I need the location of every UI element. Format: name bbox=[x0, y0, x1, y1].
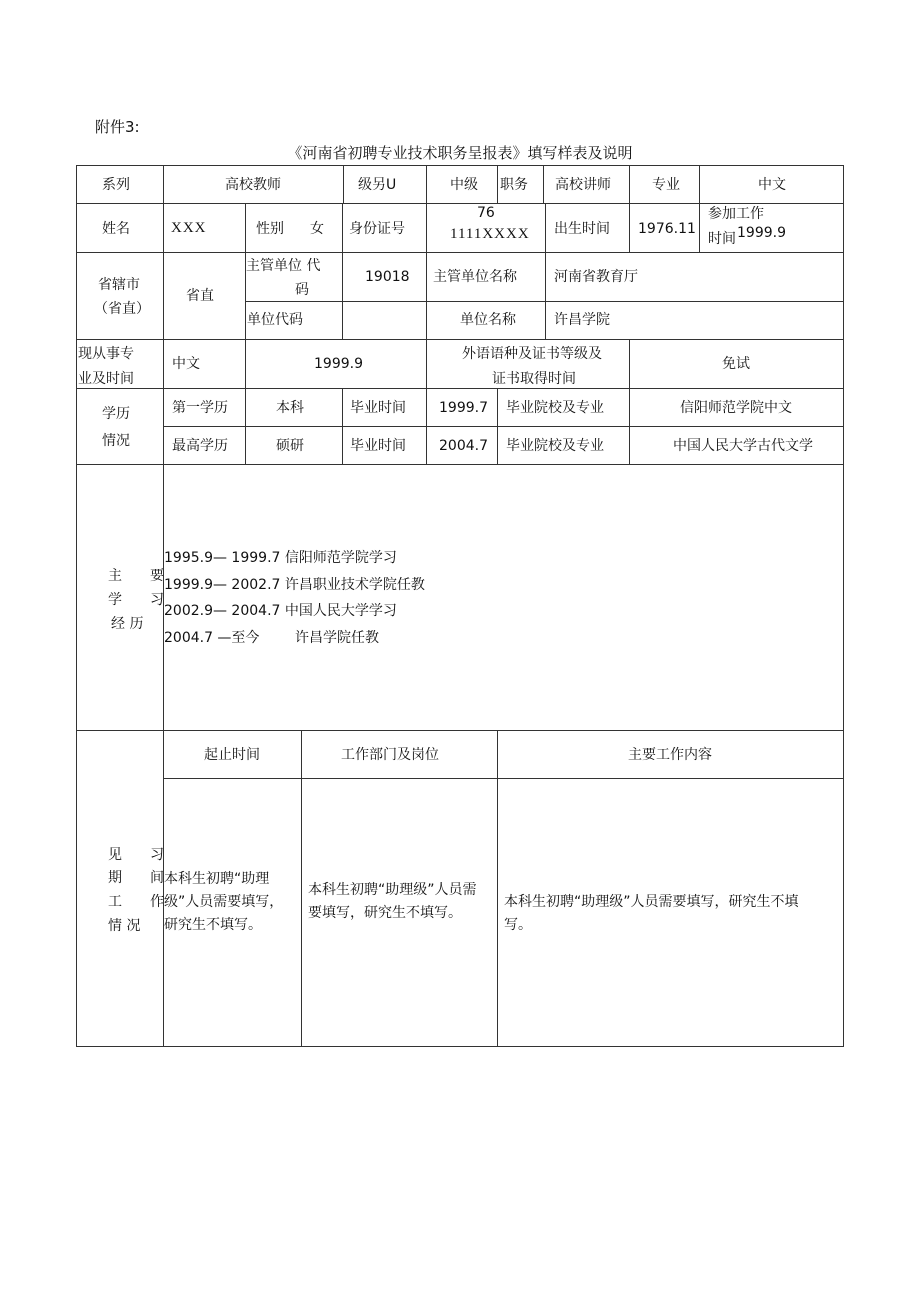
table-border-right bbox=[843, 165, 844, 1047]
dept-code-label-line2: 码 bbox=[295, 282, 309, 298]
row-divider bbox=[76, 203, 844, 204]
row-divider bbox=[76, 252, 844, 253]
current-label-line2: 业及时间 bbox=[78, 371, 134, 387]
first-edu-grad-time: 1999.7 bbox=[439, 400, 488, 416]
name-value: XXX bbox=[171, 220, 207, 236]
col-divider bbox=[497, 388, 498, 464]
table-border-top bbox=[76, 165, 844, 166]
lang-label-line2: 证书取得时间 bbox=[492, 371, 576, 387]
id-value-line1: 76 bbox=[477, 205, 495, 221]
col-divider bbox=[545, 252, 546, 339]
id-label: 身份证号 bbox=[349, 221, 405, 237]
first-edu-grad-label: 毕业时间 bbox=[350, 400, 406, 416]
major-label: 专业 bbox=[652, 177, 680, 193]
col-divider bbox=[342, 252, 343, 339]
province-label-line1: 省辖市 bbox=[98, 277, 140, 293]
list-item: 2004.7 —至今 许昌学院任教 bbox=[164, 629, 380, 646]
highest-edu-school-label: 毕业院校及专业 bbox=[506, 438, 604, 454]
current-label-line1: 现从事专 bbox=[78, 346, 134, 362]
first-edu-degree: 本科 bbox=[276, 400, 304, 416]
note-content: 本科生初聘“助理级”人员需要填写，研究生不填写。 bbox=[504, 894, 799, 933]
col-divider bbox=[426, 165, 427, 203]
list-item: 1999.9— 2002.7 许昌职业技术学院任教 bbox=[164, 576, 425, 593]
row-divider bbox=[163, 426, 844, 427]
row-divider bbox=[163, 778, 844, 779]
col-divider bbox=[342, 203, 343, 252]
first-edu-school-label: 毕业院校及专业 bbox=[506, 400, 604, 416]
list-item: 2002.9— 2004.7 中国人民大学学习 bbox=[164, 603, 397, 619]
work-label-line2: 时间 bbox=[708, 231, 736, 247]
id-value-line2: 1111XXXX bbox=[450, 226, 530, 242]
row-divider bbox=[76, 388, 844, 389]
list-item: 1995.9— 1999.7 信阳师范学院学习 bbox=[164, 550, 397, 566]
birth-label: 出生时间 bbox=[554, 221, 610, 237]
col-divider bbox=[629, 388, 630, 464]
province-label-line2: （省直） bbox=[94, 301, 150, 317]
internship-label-line3: 工 作 bbox=[108, 894, 164, 910]
highest-edu-school: 中国人民大学古代文学 bbox=[673, 438, 813, 454]
col-divider bbox=[629, 339, 630, 388]
header-content: 主要工作内容 bbox=[628, 747, 712, 763]
highest-edu-degree: 硕研 bbox=[276, 438, 304, 454]
page-title: 《河南省初聘专业技术职务呈报表》填写样表及说明 bbox=[287, 144, 633, 162]
dept-name-label: 主管单位名称 bbox=[433, 269, 517, 285]
internship-label-line1: 见 习 bbox=[108, 847, 164, 863]
experience-label-line1: 主 要 bbox=[108, 568, 164, 584]
col-divider bbox=[545, 203, 546, 252]
name-label: 姓名 bbox=[102, 221, 130, 237]
attachment-label: 附件3: bbox=[95, 118, 140, 136]
work-value: 1999.9 bbox=[737, 225, 786, 241]
header-dept: 工作部门及岗位 bbox=[341, 747, 439, 763]
work-label-line1: 参加工作 bbox=[708, 206, 764, 222]
note-time: 本科生初聘“助理级”人员需要填写，研究生不填写。 bbox=[164, 871, 284, 933]
major-value: 中文 bbox=[758, 177, 786, 193]
education-label-line1: 学历 bbox=[102, 406, 130, 422]
first-edu-school: 信阳师范学院中文 bbox=[680, 400, 792, 416]
row-divider bbox=[76, 464, 844, 465]
current-major: 中文 bbox=[172, 356, 200, 372]
experience-list bbox=[164, 545, 425, 651]
form-table bbox=[76, 165, 844, 1047]
col-divider bbox=[426, 203, 427, 252]
table-border-bottom bbox=[76, 1046, 844, 1047]
first-edu-type: 第一学历 bbox=[172, 400, 228, 416]
table-border-left bbox=[76, 165, 77, 1047]
current-time: 1999.9 bbox=[314, 356, 363, 372]
series-label: 系列 bbox=[102, 177, 130, 193]
birth-value: 1976.11 bbox=[638, 221, 696, 237]
internship-label-line2: 期 间 bbox=[108, 870, 164, 886]
unit-code-label: 单位代码 bbox=[247, 312, 303, 328]
dept-name-value: 河南省教育厅 bbox=[554, 269, 638, 285]
education-label-line2: 情况 bbox=[102, 433, 130, 449]
col-divider bbox=[426, 252, 427, 339]
col-divider bbox=[343, 165, 344, 203]
lang-value: 免试 bbox=[722, 356, 750, 372]
dept-code-value: 19018 bbox=[365, 269, 410, 285]
row-divider bbox=[76, 339, 844, 340]
unit-name-label: 单位名称 bbox=[460, 312, 516, 328]
header-time: 起止时间 bbox=[204, 747, 260, 763]
duty-value: 高校讲师 bbox=[555, 177, 611, 193]
gender-value: 女 bbox=[310, 221, 324, 237]
experience-label-line2: 学 习 bbox=[108, 592, 164, 608]
col-divider bbox=[699, 203, 700, 252]
dept-code-label-line1: 主管单位 代 bbox=[246, 258, 321, 274]
level-value: 中级 bbox=[450, 177, 478, 193]
note-dept: 本科生初聘“助理级”人员需要填写，研究生不填写。 bbox=[308, 882, 477, 921]
province-value: 省直 bbox=[186, 288, 214, 304]
col-divider bbox=[426, 339, 427, 388]
highest-edu-type: 最高学历 bbox=[172, 438, 228, 454]
row-divider bbox=[76, 730, 844, 731]
unit-name-value: 许昌学院 bbox=[554, 312, 610, 328]
lang-label-line1: 外语语种及证书等级及 bbox=[462, 346, 602, 362]
internship-label-line4: 情 况 bbox=[108, 918, 141, 934]
highest-edu-grad-label: 毕业时间 bbox=[350, 438, 406, 454]
col-divider bbox=[245, 203, 246, 252]
col-divider bbox=[245, 388, 246, 464]
highest-edu-grad-time: 2004.7 bbox=[439, 438, 488, 454]
col-divider bbox=[426, 388, 427, 464]
experience-label-line3: 经 历 bbox=[111, 616, 144, 632]
col-divider bbox=[497, 165, 498, 203]
col-divider bbox=[245, 339, 246, 388]
gender-label: 性别 bbox=[256, 221, 284, 237]
col-divider bbox=[342, 388, 343, 464]
level-label: 级另U bbox=[358, 177, 397, 193]
duty-label: 职务 bbox=[500, 177, 528, 193]
col-divider bbox=[497, 730, 498, 1046]
col-divider bbox=[629, 203, 630, 252]
col-divider bbox=[543, 165, 544, 203]
col-divider bbox=[629, 165, 630, 203]
col-divider bbox=[301, 730, 302, 1046]
series-value: 高校教师 bbox=[225, 177, 281, 193]
col-divider bbox=[699, 165, 700, 203]
